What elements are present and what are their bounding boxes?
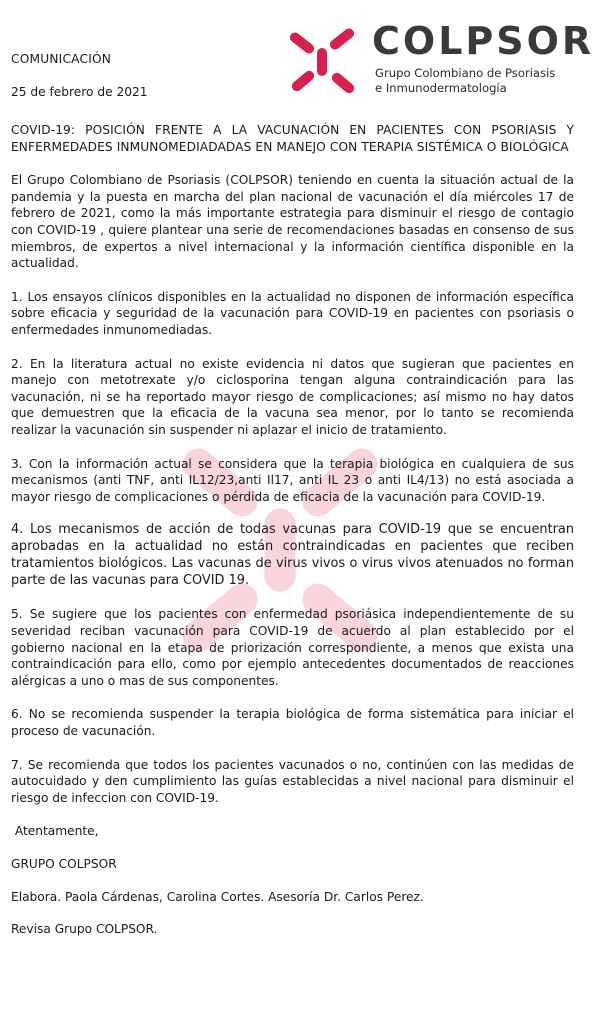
salutation: Atentamente,: [11, 824, 99, 839]
logo-subtitle: [375, 66, 555, 96]
logo-name: COLPSOR: [372, 19, 595, 63]
point-3: 3. Con la información actual se considera que la terapia biológica en cualquiera de sus mecanismos (anti TNF, anti IL12/23,anti Il17, anti IL 23 o anti IL4/13) no está asociada a mayor riesgo de complicaciones o pérdida de eficacia de la vacunación para COVID-19.: [11, 456, 574, 504]
colpsor-logo-icon: [286, 26, 358, 98]
document-title: COVID-19: POSICIÓN FRENTE A LA VACUNACIÓN EN PACIENTES CON PSORIASIS Y ENFERMEDADES INMUNOMEDIADADAS EN MANEJO CON TERAPIA SISTÉMICA O BIOLÓGICA: [11, 123, 574, 154]
point-5: 5. Se sugiere que los pacientes con enfermedad psoriásica independientemente de su severidad reciban vacunación para COVID-19 de acuerdo al plan establecido por el gobierno nacional en la etapa de priorización correspondiente, a menos que exista una contraindicación para ello, como por ejemplo antecedentes documentados de reacciones alérgicas a uno o mas de sus componentes.: [11, 607, 574, 688]
closing-block: [11, 823, 574, 937]
authors-line: Elabora. Paola Cárdenas, Carolina Cortes. Asesoría Dr. Carlos Perez.: [11, 889, 424, 904]
document-body: [11, 122, 574, 954]
colpsor-logo: [286, 19, 595, 102]
logo-subtitle-line: Grupo Colombiano de Psoriasis: [375, 66, 556, 80]
logo-subtitle-line: e Inmunodermatología: [375, 81, 507, 95]
point-2: 2. En la literatura actual no existe evidencia ni datos que sugieran que pacientes en manejo con metotrexate y/o ciclosporina tengan alguna contraindicación para las vacunación, ni se ha reportado mayor riesgo de complicaciones; así mismo no hay datos que demuestren que la eficacia de la vacuna sea menor, por lo tanto se recomienda realizar la vacunación sin suspender ni aplazar el inicio de tratamiento.: [11, 356, 574, 437]
point-7: 7. Se recomienda que todos los pacientes vacunados o no, continúen con las medidas de autocuidado y den cumplimiento las guías establecidas a nivel nacional para disminuir el riesgo de infeccion con COVID-19.: [11, 757, 574, 805]
reviewer-line: Revisa Grupo COLPSOR.: [11, 922, 158, 937]
intro-paragraph: El Grupo Colombiano de Psoriasis (COLPSOR) teniendo en cuenta la situación actual de la pandemia y la puesta en marcha del plan nacional de vacunación el día miércoles 17 de febrero de 2021, como la más importante estrategia para disminuir el riesgo de contagio con COVID-19 , quiere plantear una serie de recomendaciones basadas en consenso de sus miembros, de expertos a nivel internacional y la información científica disponible en la actualidad.: [11, 173, 574, 271]
point-6: 6. No se recomienda suspender la terapia biológica de forma sistemática para iniciar el proceso de vacunación.: [11, 707, 574, 739]
document-date: 25 de febrero de 2021: [11, 85, 148, 99]
point-4: 4. Los mecanismos de acción de todas vacunas para COVID-19 que se encuentran aprobadas en la actualidad no están contraindicadas en pacientes que reciben tratamientos biológicos. Las vacunas de virus vivos o virus vivos atenuados no forman parte de las vacunas para COVID 19.: [11, 522, 574, 588]
point-1: 1. Los ensayos clínicos disponibles en la actualidad no disponen de información específica sobre eficacia y seguridad de la vacunación para COVID-19 en pacientes con psoriasis o enfermedades inmunomediadas.: [11, 289, 574, 337]
document-type: COMUNICACIÓN: [11, 52, 112, 66]
document-header: [11, 52, 147, 99]
signature-group: GRUPO COLPSOR: [11, 857, 117, 871]
